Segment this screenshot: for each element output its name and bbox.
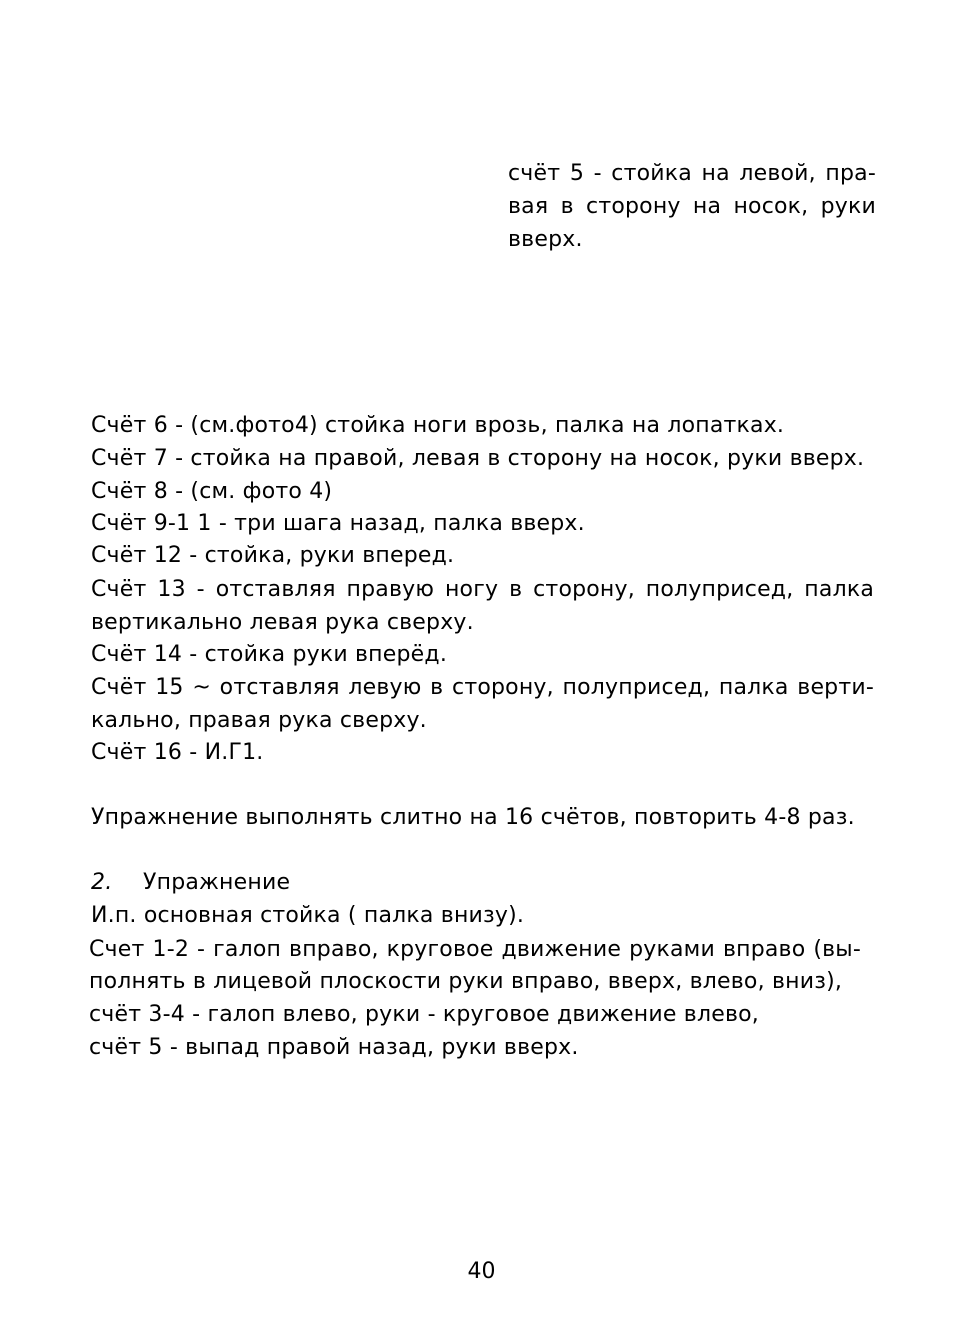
text-line: вая в сторону на носок, руки xyxy=(508,194,876,219)
text-line: Счёт 6 - (см.фото4) стойка ноги врозь, палка на лопатках. xyxy=(91,413,785,438)
exercise-title: Упражнение xyxy=(143,870,291,895)
text-line: Счет 1-2 - галоп вправо, круговое движение руками вправо (вы- xyxy=(89,937,861,962)
text-line: Упражнение выполнять слитно на 16 счётов, повторить 4-8 раз. xyxy=(91,805,855,830)
text-line: Счёт 7 - стойка на правой, левая в сторону на носок, руки вверх. xyxy=(91,446,865,471)
text-line: Счёт 8 - (см. фото 4) xyxy=(91,479,333,504)
text-line: Счёт 15 ~ отставляя левую в сторону, полуприсед, палка верти- xyxy=(91,675,874,700)
text-line: Счёт 9-1 1 - три шага назад, палка вверх. xyxy=(91,511,585,536)
text-line: счёт 3-4 - галоп влево, руки - круговое движение влево, xyxy=(89,1002,759,1027)
page-number: 40 xyxy=(467,1259,496,1284)
text-line: Счёт 14 - стойка руки вперёд. xyxy=(91,642,448,667)
text-line: полнять в лицевой плоскости руки вправо, вверх, влево, вниз), xyxy=(89,969,843,994)
text-line: Счёт 16 - И.Г1. xyxy=(91,740,264,765)
text-line: И.п. основная стойка ( палка внизу). xyxy=(91,903,525,928)
text-line: Счёт 13 - отставляя правую ногу в сторону, полуприсед, палка xyxy=(91,577,874,602)
text-line: Счёт 12 - стойка, руки вперед. xyxy=(91,543,455,568)
text-line: счёт 5 - стойка на левой, пра- xyxy=(508,161,876,186)
exercise-number: 2. xyxy=(91,870,113,895)
text-line: кально, правая рука сверху. xyxy=(91,708,427,733)
text-line: счёт 5 - выпад правой назад, руки вверх. xyxy=(89,1035,579,1060)
exercise-heading xyxy=(91,867,290,899)
text-line: вверх. xyxy=(508,227,583,252)
text-line: вертикально левая рука сверху. xyxy=(91,610,474,635)
